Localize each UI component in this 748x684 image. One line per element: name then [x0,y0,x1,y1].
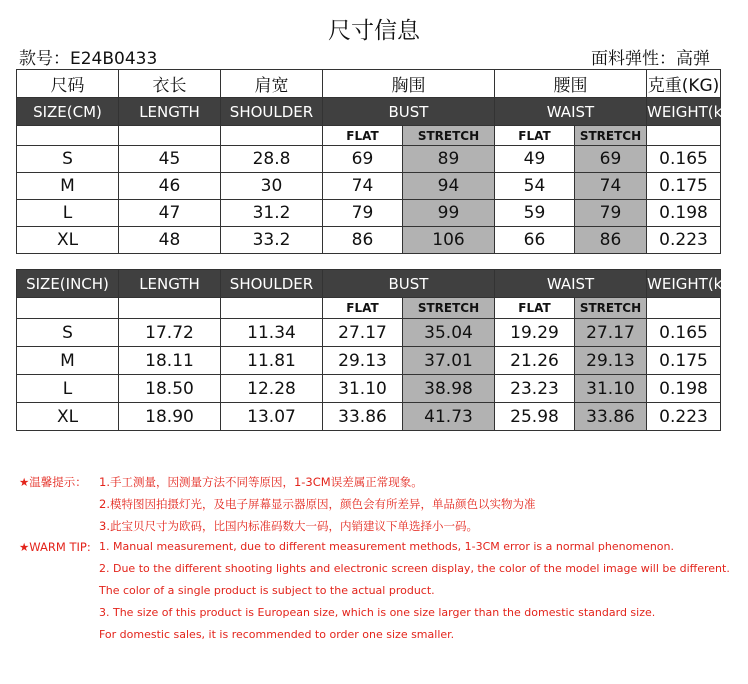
size-cell: XL [17,403,119,431]
style-number: 款号：E24B0433 [19,49,158,69]
table-row [17,173,721,200]
tip-en-line: 1. Manual measurement, due to different measurement methods, 1-3CM error is a normal phenomenon. [99,540,675,553]
bust-stretch-cell: 106 [403,227,495,254]
header-weight: WEIGHT(kg) [647,270,721,298]
waist-stretch-cell: 79 [575,200,647,227]
length-cell: 18.90 [119,403,221,431]
page-title: 尺寸信息 [328,18,420,44]
table-row [17,375,721,403]
header-shoulder-cn: 肩宽 [221,70,323,98]
header-length-cn: 衣长 [119,70,221,98]
tip-en-line: The color of a single product is subject to the actual product. [99,584,435,597]
length-cell: 48 [119,227,221,254]
size-cell: L [17,375,119,403]
shoulder-cell: 31.2 [221,200,323,227]
chinese-header-row [17,70,721,98]
header-weight: WEIGHT(kg) [647,98,721,126]
tip-en-line: 2. Due to the different shooting lights and electronic screen display, the color of the model image will be different. [99,562,730,575]
bust-flat-cell: 86 [323,227,403,254]
table-row [17,146,721,173]
shoulder-cell: 12.28 [221,375,323,403]
header-bust: BUST [323,98,495,126]
tips-en-label: ★WARM TIP: [19,540,91,554]
weight-cell: 0.165 [647,146,721,173]
table-row [17,347,721,375]
size-cell: M [17,347,119,375]
shoulder-cell: 11.81 [221,347,323,375]
length-cell: 17.72 [119,319,221,347]
header-length: LENGTH [119,98,221,126]
header-size: SIZE(INCH) [17,270,119,298]
waist-stretch-cell: 29.13 [575,347,647,375]
bust-flat-cell: 69 [323,146,403,173]
header-waist: WAIST [495,98,647,126]
tip-cn-line: 2.模特图因拍摄灯光，及电子屏幕显示器原因，颜色会有所差异，单品颜色以实物为准 [99,497,536,511]
waist-stretch-cell: 86 [575,227,647,254]
header-size-cn: 尺码 [17,70,119,98]
waist-flat-cell: 23.23 [495,375,575,403]
table-row [17,403,721,431]
size-cell: L [17,200,119,227]
sub-header-waist-stretch: STRETCH [575,298,647,319]
size-cell: S [17,146,119,173]
shoulder-cell: 28.8 [221,146,323,173]
weight-cell: 0.223 [647,227,721,254]
header-weight-cn: 克重(KG) [647,70,721,98]
tips-cn-label: ★温馨提示： [19,475,87,489]
tip-cn-line: 3.此宝贝尺寸为欧码，比国内标准码数大一码，内销建议下单选择小一码。 [99,519,478,533]
bust-stretch-cell: 41.73 [403,403,495,431]
waist-stretch-cell: 31.10 [575,375,647,403]
waist-stretch-cell: 74 [575,173,647,200]
weight-cell: 0.198 [647,200,721,227]
waist-flat-cell: 49 [495,146,575,173]
size-table-cm [16,69,738,254]
table-row [17,200,721,227]
header-row [17,98,721,126]
shoulder-cell: 11.34 [221,319,323,347]
size-cell: M [17,173,119,200]
table-row [17,319,721,347]
weight-cell: 0.165 [647,319,721,347]
length-cell: 47 [119,200,221,227]
weight-cell: 0.175 [647,173,721,200]
sub-header-bust-flat: FLAT [323,298,403,319]
weight-cell: 0.198 [647,375,721,403]
waist-flat-cell: 25.98 [495,403,575,431]
length-cell: 18.50 [119,375,221,403]
bust-stretch-cell: 35.04 [403,319,495,347]
header-shoulder: SHOULDER [221,98,323,126]
shoulder-cell: 13.07 [221,403,323,431]
fabric-elasticity: 面料弹性：高弹 [591,49,710,69]
sub-header-row [17,126,721,146]
sub-header-bust-stretch: STRETCH [403,126,495,146]
length-cell: 46 [119,173,221,200]
sub-header-bust-stretch: STRETCH [403,298,495,319]
sub-header-waist-stretch: STRETCH [575,126,647,146]
bust-flat-cell: 29.13 [323,347,403,375]
bust-stretch-cell: 99 [403,200,495,227]
length-cell: 18.11 [119,347,221,375]
bust-flat-cell: 74 [323,173,403,200]
table-row [17,227,721,254]
waist-stretch-cell: 27.17 [575,319,647,347]
header-size: SIZE(CM) [17,98,119,126]
weight-cell: 0.223 [647,403,721,431]
bust-flat-cell: 31.10 [323,375,403,403]
waist-flat-cell: 19.29 [495,319,575,347]
length-cell: 45 [119,146,221,173]
waist-flat-cell: 59 [495,200,575,227]
tip-cn-line: 1.手工测量，因测量方法不同等原因，1-3CM误差属正常现象。 [99,475,423,489]
header-shoulder: SHOULDER [221,270,323,298]
waist-stretch-cell: 33.86 [575,403,647,431]
bust-flat-cell: 33.86 [323,403,403,431]
bust-flat-cell: 27.17 [323,319,403,347]
header-waist: WAIST [495,270,647,298]
waist-flat-cell: 54 [495,173,575,200]
bust-stretch-cell: 94 [403,173,495,200]
header-waist-cn: 腰围 [495,70,647,98]
sub-header-waist-flat: FLAT [495,298,575,319]
waist-flat-cell: 21.26 [495,347,575,375]
sub-header-row [17,298,721,319]
sub-header-bust-flat: FLAT [323,126,403,146]
bust-stretch-cell: 89 [403,146,495,173]
bust-flat-cell: 79 [323,200,403,227]
header-bust-cn: 胸围 [323,70,495,98]
waist-stretch-cell: 69 [575,146,647,173]
bust-stretch-cell: 37.01 [403,347,495,375]
weight-cell: 0.175 [647,347,721,375]
size-cell: XL [17,227,119,254]
size-cell: S [17,319,119,347]
header-bust: BUST [323,270,495,298]
sub-header-waist-flat: FLAT [495,126,575,146]
waist-flat-cell: 66 [495,227,575,254]
shoulder-cell: 33.2 [221,227,323,254]
bust-stretch-cell: 38.98 [403,375,495,403]
tip-en-line: For domestic sales, it is recommended to order one size smaller. [99,628,455,641]
header-row [17,270,721,298]
tip-en-line: 3. The size of this product is European size, which is one size larger than the domestic standard size. [99,606,656,619]
header-length: LENGTH [119,270,221,298]
size-table-inch [16,269,738,431]
shoulder-cell: 30 [221,173,323,200]
